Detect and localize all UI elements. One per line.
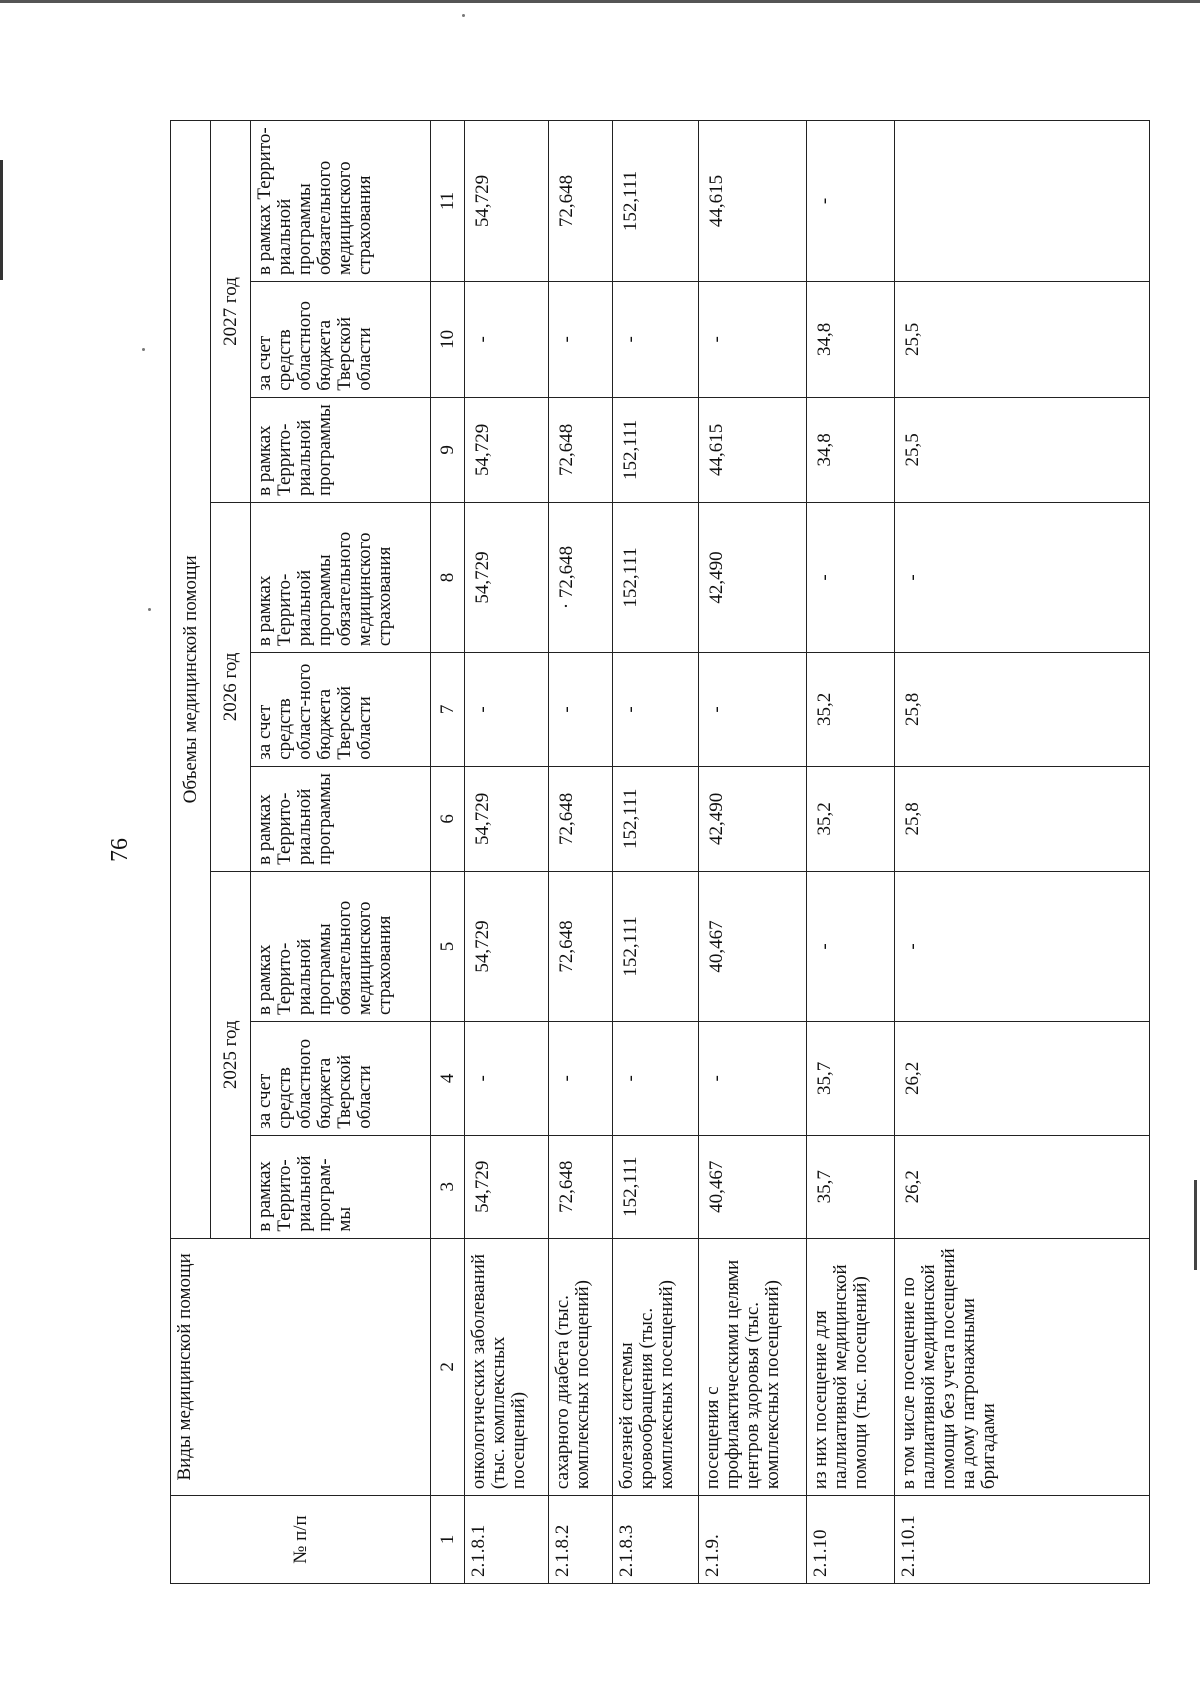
value-cell: -: [699, 281, 807, 397]
row-code: 2.1.8.3: [613, 1496, 699, 1584]
value-cell: 44,615: [699, 121, 807, 282]
value-cell: 40,467: [699, 871, 807, 1021]
value-cell: 54,729: [465, 1135, 549, 1238]
table-wrapper: [170, 120, 1150, 1584]
value-cell: 72,648: [549, 871, 613, 1021]
scan-speck: [148, 608, 151, 611]
row-code: 2.1.9.: [699, 1496, 807, 1584]
value-cell: 42,490: [699, 766, 807, 871]
value-cell: -: [807, 871, 895, 1021]
value-cell: 72,648: [549, 1135, 613, 1238]
row-kind: онкологических заболеваний (тыс. комплексных посещений): [465, 1238, 549, 1495]
value-cell: 35,2: [807, 766, 895, 871]
value-cell: 72,648: [549, 121, 613, 282]
value-cell: 25,5: [895, 281, 1150, 397]
header-sub-5: за счет средств област-ного бюджета Тверской области: [251, 653, 431, 767]
header-sub-2: за счет средств областного бюджета Тверской области: [251, 1022, 431, 1136]
value-cell: 54,729: [465, 502, 549, 652]
column-number: 11: [431, 121, 465, 282]
column-number: 6: [431, 766, 465, 871]
value-cell: 40,467: [699, 1135, 807, 1238]
value-cell: 26,2: [895, 1135, 1150, 1238]
medical-volumes-table: [170, 120, 1150, 1584]
header-sub-3: в рамках Террито-риальной программы обязательного медицинского страхования: [251, 871, 431, 1021]
column-number: 2: [431, 1238, 465, 1495]
value-cell: 152,111: [613, 502, 699, 652]
column-number: 8: [431, 502, 465, 652]
value-cell: -: [895, 871, 1150, 1021]
table-row: [699, 121, 807, 1584]
header-sub-4: в рамках Террито-риальной программы: [251, 766, 431, 871]
header-sub-1: в рамках Террито-риальной програм-мы: [251, 1135, 431, 1238]
row-kind: болезней системы кровообращения (тыс. комплексных посещений): [613, 1238, 699, 1495]
value-cell: -: [895, 502, 1150, 652]
row-kind: из них посещение для паллиативной медицинской помощи (тыс. посещений): [807, 1238, 895, 1495]
value-cell: -: [699, 653, 807, 767]
column-number: 9: [431, 397, 465, 502]
header-sub-6: в рамках Террито-риальной программы обязательного медицинского страхования: [251, 502, 431, 652]
value-cell: -: [549, 653, 613, 767]
value-cell: -: [549, 1022, 613, 1136]
table-rotation-frame: [170, 120, 1150, 1584]
scan-top-edge: [0, 0, 1200, 3]
scan-left-mark: [0, 160, 3, 280]
value-cell: 35,7: [807, 1022, 895, 1136]
value-cell: 54,729: [465, 871, 549, 1021]
value-cell: -: [465, 281, 549, 397]
value-cell: 54,729: [465, 397, 549, 502]
value-cell: -: [549, 281, 613, 397]
value-cell: 54,729: [465, 121, 549, 282]
value-cell: 44,615: [699, 397, 807, 502]
value-cell: 25,8: [895, 653, 1150, 767]
value-cell: 25,8: [895, 766, 1150, 871]
table-row: [613, 121, 699, 1584]
value-cell: 152,111: [613, 1135, 699, 1238]
scan-speck: [142, 348, 145, 351]
value-cell: 54,729: [465, 766, 549, 871]
value-cell: -: [465, 1022, 549, 1136]
header-kind: Виды медицинской помощи: [171, 1238, 431, 1495]
value-cell: -: [807, 502, 895, 652]
header-sub-9: в рамках Террито-риальной программы обязательного медицинского страхования: [251, 121, 431, 282]
value-cell: 35,2: [807, 653, 895, 767]
value-cell: -: [465, 653, 549, 767]
row-code: 2.1.10: [807, 1496, 895, 1584]
value-cell: 42,490: [699, 502, 807, 652]
table-row: [807, 121, 895, 1584]
column-number: 7: [431, 653, 465, 767]
value-cell: -: [699, 1022, 807, 1136]
value-cell: 35,7: [807, 1135, 895, 1238]
value-cell: -: [613, 281, 699, 397]
header-sub-8: за счет средств областного бюджета Тверской области: [251, 281, 431, 397]
value-cell: -: [613, 1022, 699, 1136]
header-sub-7: в рамках Террито-риальной программы: [251, 397, 431, 502]
row-kind: сахарного диабета (тыс. комплексных посещений): [549, 1238, 613, 1495]
row-code: 2.1.8.2: [549, 1496, 613, 1584]
value-cell: -: [613, 653, 699, 767]
value-cell: 72,648: [549, 397, 613, 502]
row-code: 2.1.10.1: [895, 1496, 1150, 1584]
header-year-2025: 2025 год: [211, 871, 251, 1238]
column-number-row: [431, 121, 465, 1584]
row-kind: в том числе посещение по паллиативной медицинской помощи без учета посещений на дому патронажными бригадами: [895, 1238, 1150, 1495]
value-cell: 26,2: [895, 1022, 1150, 1136]
value-cell: [895, 121, 1150, 282]
value-cell: -: [807, 121, 895, 282]
table-row: [549, 121, 613, 1584]
column-number: 4: [431, 1022, 465, 1136]
header-num: № п/п: [171, 1496, 431, 1584]
page-number: 76: [107, 838, 133, 862]
value-cell: 72,648: [549, 766, 613, 871]
header-volumes: Объемы медицинской помощи: [171, 121, 211, 1239]
value-cell: 25,5: [895, 397, 1150, 502]
value-cell: 34,8: [807, 397, 895, 502]
value-cell: 152,111: [613, 397, 699, 502]
row-kind: посещения с профилактическими целями центров здоровья (тыс. комплексных посещений): [699, 1238, 807, 1495]
value-cell: 152,111: [613, 766, 699, 871]
scan-right-mark: [1194, 1180, 1197, 1270]
value-cell: · 72,648: [549, 502, 613, 652]
column-number: 5: [431, 871, 465, 1021]
value-cell: 34,8: [807, 281, 895, 397]
header-year-2027: 2027 год: [211, 121, 251, 503]
table-row: [465, 121, 549, 1584]
column-number: 1: [431, 1496, 465, 1584]
scan-speck: [462, 14, 465, 17]
value-cell: 152,111: [613, 121, 699, 282]
column-number: 10: [431, 281, 465, 397]
table-row: [895, 121, 1150, 1584]
column-number: 3: [431, 1135, 465, 1238]
value-cell: 152,111: [613, 871, 699, 1021]
row-code: 2.1.8.1: [465, 1496, 549, 1584]
header-year-2026: 2026 год: [211, 502, 251, 871]
